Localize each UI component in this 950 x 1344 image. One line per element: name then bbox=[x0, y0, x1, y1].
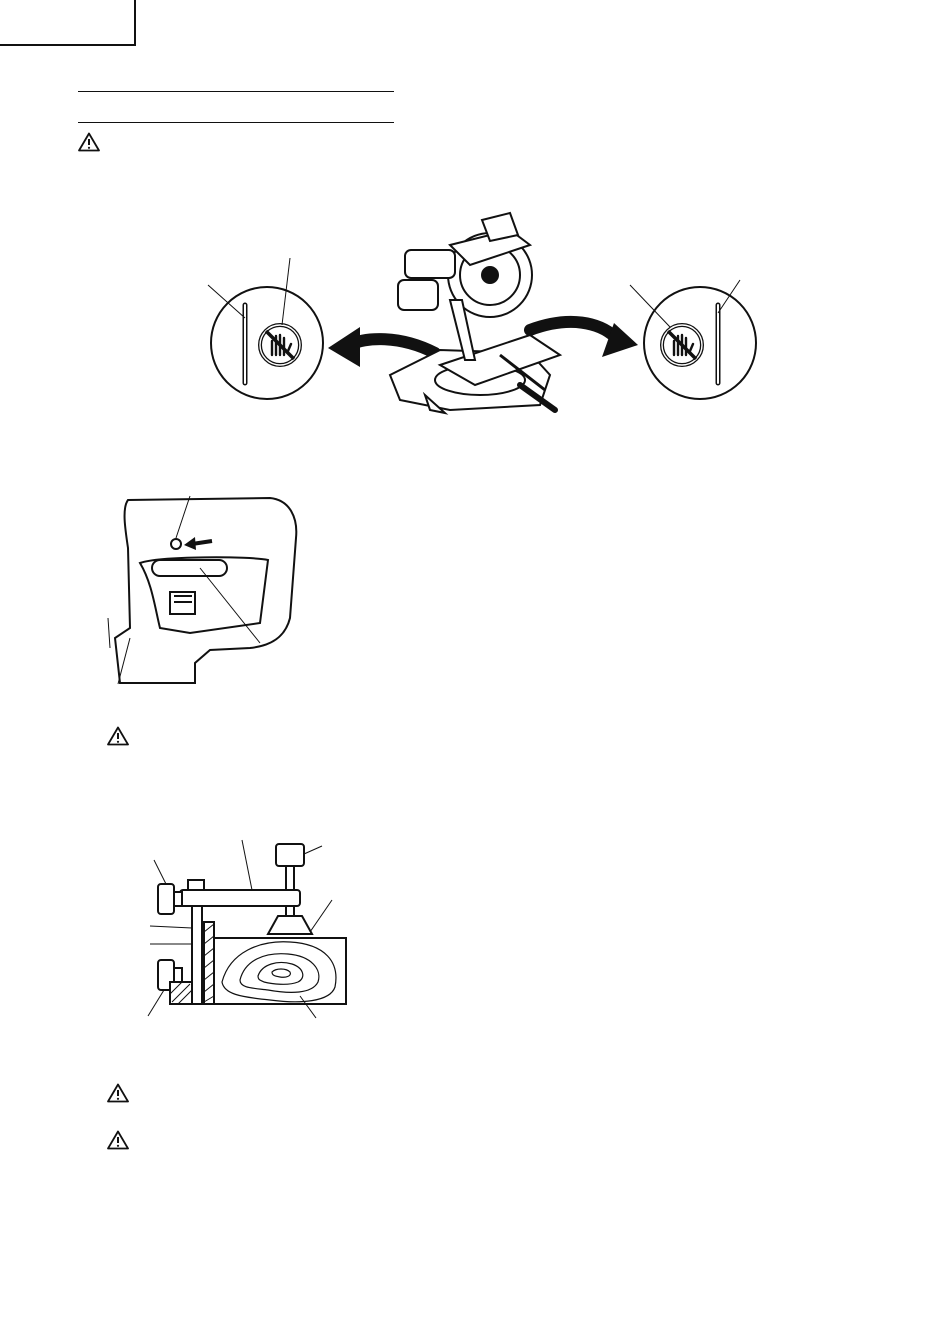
figure-handle-lock bbox=[100, 488, 310, 688]
warning-triangle-icon bbox=[107, 1083, 129, 1103]
warning-triangle-icon bbox=[78, 132, 100, 152]
vise-clamp-icon bbox=[158, 844, 346, 1004]
miter-saw-illustration bbox=[390, 213, 560, 413]
warning-triangle-icon bbox=[107, 726, 129, 746]
right-zone-circle bbox=[630, 280, 756, 399]
left-zone-circle bbox=[208, 258, 323, 399]
section-title-rule-bottom bbox=[78, 122, 394, 123]
handle-lock-icon bbox=[171, 539, 181, 549]
figure-miter-saw-no-hands-zones bbox=[200, 205, 760, 435]
page-header-box bbox=[0, 0, 136, 46]
warning-triangle-icon bbox=[107, 1130, 129, 1150]
section-title-rule-top bbox=[78, 91, 394, 92]
figure-vise-clamp bbox=[140, 832, 350, 1022]
handle-illustration bbox=[115, 498, 296, 683]
